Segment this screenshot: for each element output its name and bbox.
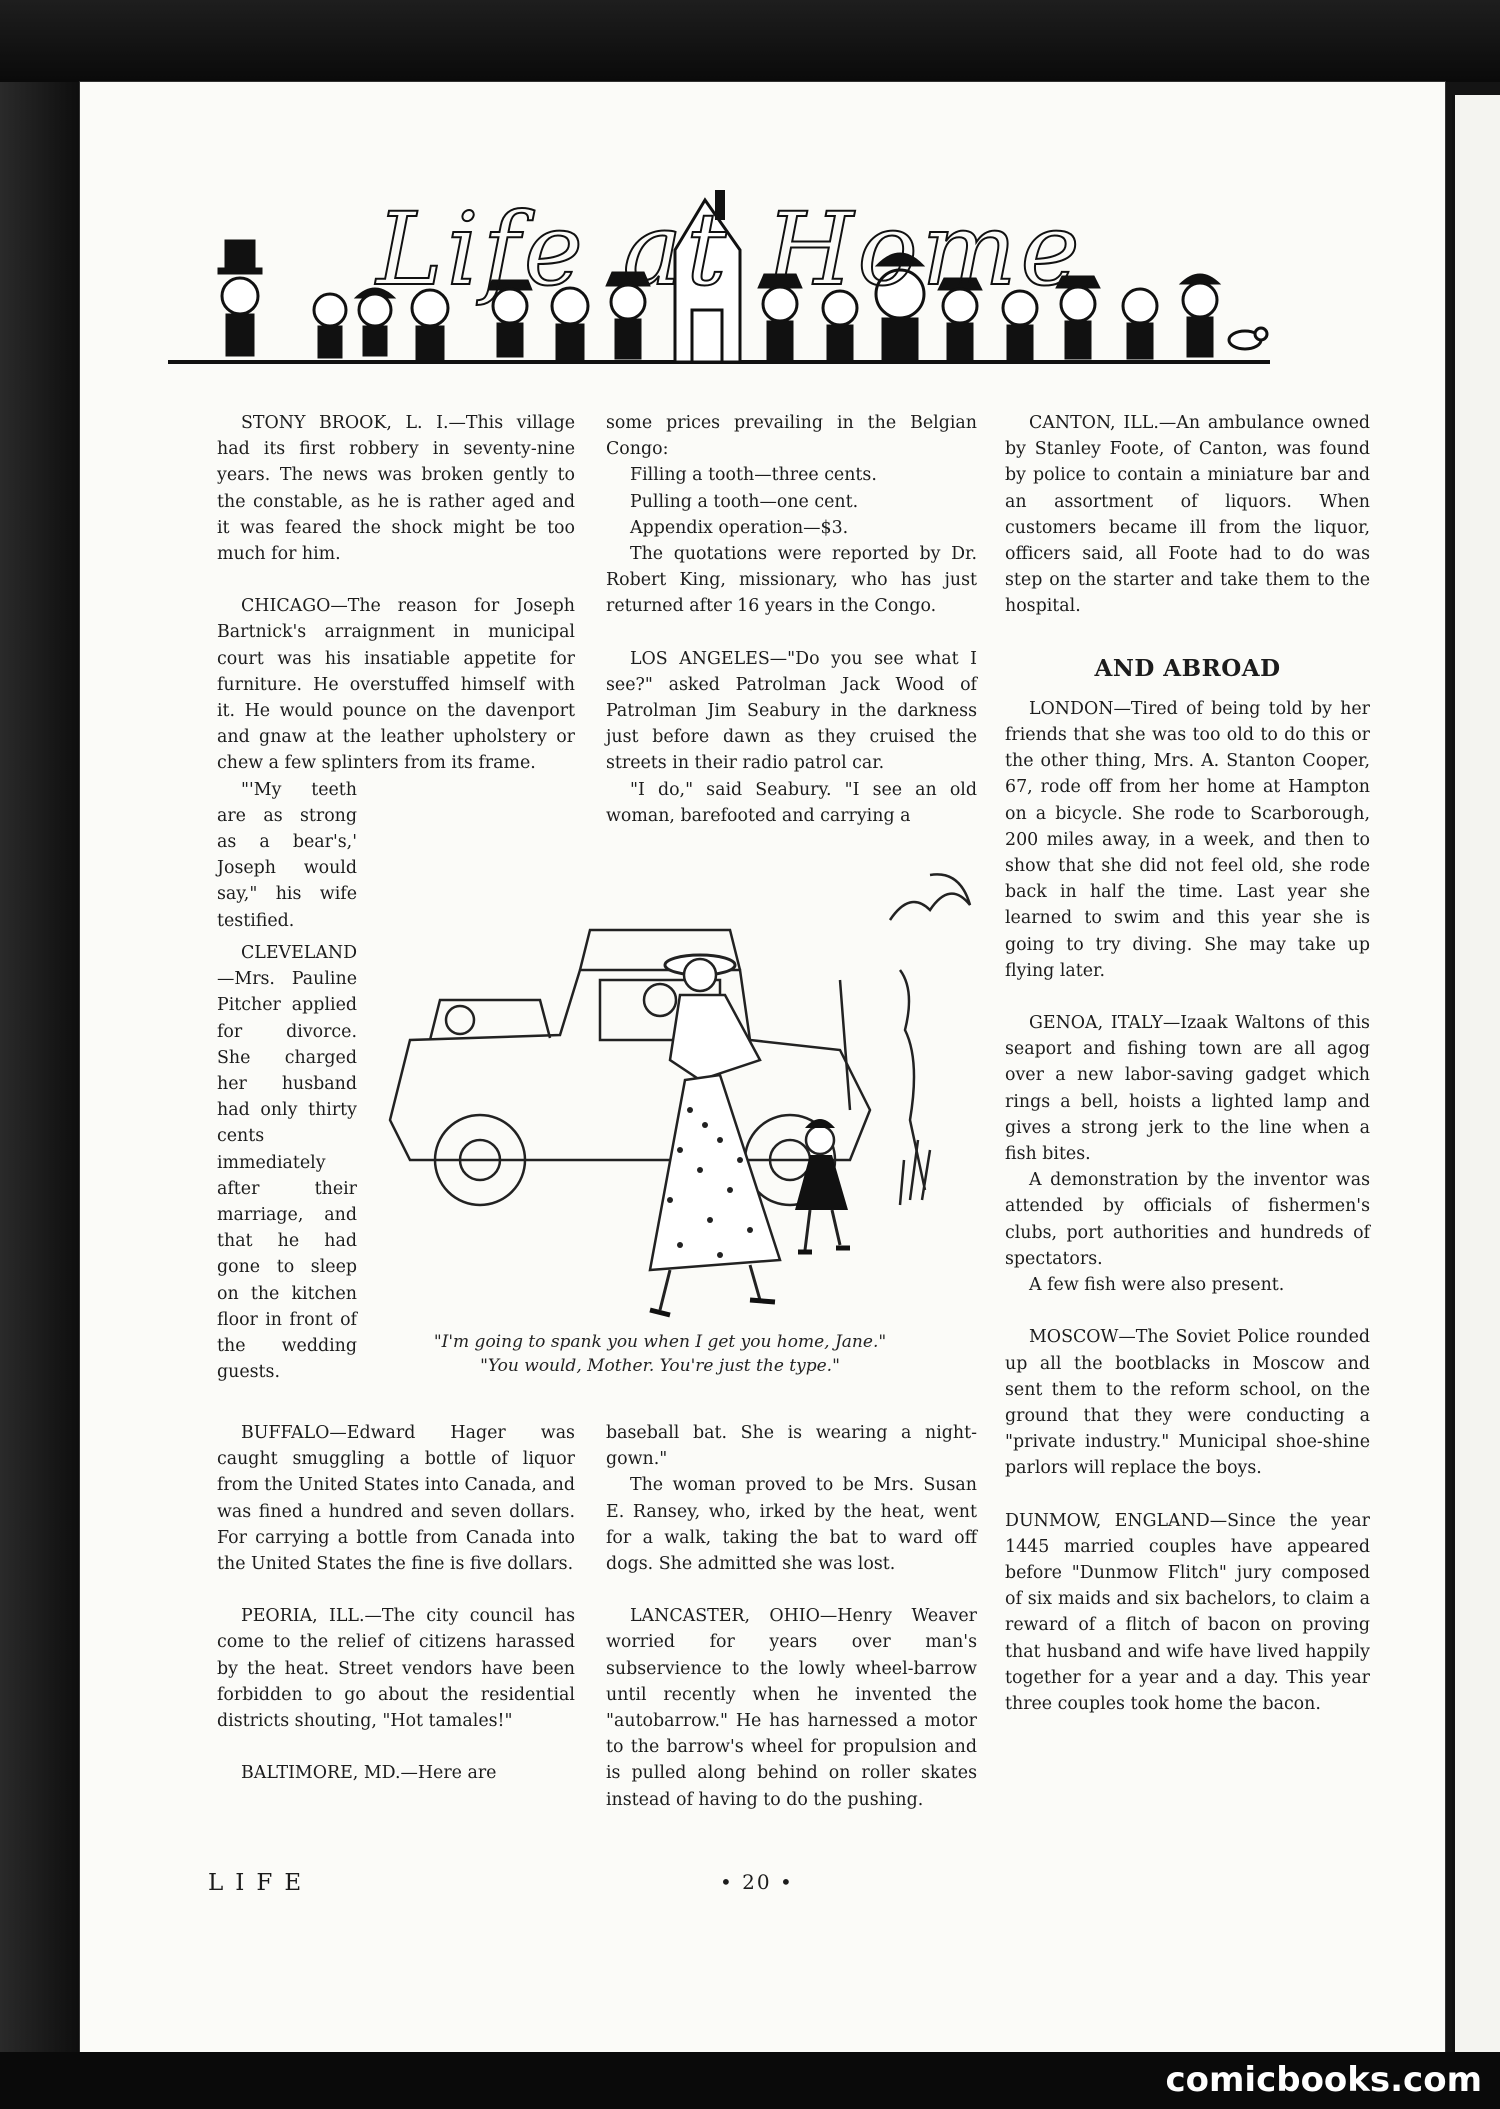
watermark: comicbooks.com — [1165, 2060, 1482, 2100]
item-chicago-quote: "'My teeth are as strong as a bear's,' Joseph would say," his wife testified. — [217, 779, 357, 931]
item-los-angeles-4: The woman proved to be Mrs. Susan E. Ransey, who, irked by the heat, went for a walk, taking the bat to ward off dogs. She admitted she was lost. — [606, 1475, 977, 1575]
item-congo-source: The quotations were reported by Dr. Robert King, missionary, who has just returned after 16 years in the Congo. — [606, 544, 977, 617]
column-middle-top — [606, 410, 977, 829]
item-baltimore: BALTIMORE, MD.—Here are — [241, 1763, 497, 1784]
item-congo-price-1: Filling a tooth—three cents. — [630, 465, 877, 486]
column-middle-bottom — [606, 1420, 977, 1813]
footer-page-number: • 20 • — [720, 1870, 794, 1894]
item-los-angeles: LOS ANGELES—"Do you see what I see?" asked Patrolman Jack Wood of Patrolman Jim Seabury in the darkness just before dawn as they cruised the streets in their radio patrol car. — [606, 648, 977, 774]
item-peoria: PEORIA, ILL.—The city council has come to the relief of citizens harassed by the heat. Street vendors have been forbidden to go about the residential districts shouting, "Hot tamales!" — [217, 1606, 575, 1732]
item-congo-price-3: Appendix operation—$3. — [630, 517, 849, 538]
item-los-angeles-3: baseball bat. She is wearing a night-gown." — [606, 1423, 977, 1470]
column-cleveland — [217, 940, 357, 1385]
masthead — [140, 190, 1290, 370]
item-genoa: GENOA, ITALY—Izaak Waltons of this seaport and fishing town are all agog over a new labor-saving gadget which rings a bell, hoists a lighted lamp and gives a strong jerk to the line when a fish bites. — [1005, 1013, 1370, 1165]
column-left-bottom — [217, 1420, 575, 1786]
column-left-top — [217, 410, 575, 934]
item-los-angeles-2: "I do," said Seabury. "I see an old woman, barefooted and carrying a — [606, 779, 977, 826]
item-cleveland: CLEVELAND—Mrs. Pauline Pitcher applied for divorce. She charged her husband had only thirty cents immediately after their marriage, and that he had gone to sleep on the kitchen floor in front of the wedding guests. — [217, 943, 358, 1383]
item-moscow: MOSCOW—The Soviet Police rounded up all the bootblacks in Moscow and sent them to the reform school, on the ground that they were conducting a "private industry." Municipal shoe-shine parlors will replace the boys. — [1005, 1327, 1370, 1479]
item-congo-price-2: Pulling a tooth—one cent. — [630, 491, 859, 512]
masthead-title: Life at Home — [376, 191, 1084, 308]
next-page-edge — [1452, 95, 1500, 2055]
item-buffalo: BUFFALO—Edward Hager was caught smuggling a bottle of liquor from the United States into Canada, and was fined a hundred and seven dollars. For carrying a bottle from Canada into the United States the fine is five dollars. — [217, 1423, 575, 1575]
caption-line-2: "You would, Mother. You're just the type." — [480, 1356, 840, 1376]
footer-magazine-name: LIFE — [208, 1870, 314, 1896]
cartoon-caption — [410, 1330, 910, 1378]
item-genoa-3: A few fish were also present. — [1029, 1275, 1285, 1296]
scan-shadow-top — [0, 0, 1500, 82]
item-chicago: CHICAGO—The reason for Joseph Bartnick's arraignment in municipal court was his insatiable appetite for furniture. He overstuffed himself with it. He would pounce on the davenport and gnaw at the leather upholstery or chew a few splinters from its frame. — [217, 596, 575, 774]
section-heading-abroad: AND ABROAD — [1094, 654, 1281, 682]
mother-figure — [650, 955, 780, 1315]
cartoon-drawing — [370, 860, 980, 1330]
item-stony-brook: STONY BROOK, L. I.—This village had its first robbery in seventy-nine years. The news was broken gently to the constable, as he is rather aged and it was feared the shock might be too much for him. — [217, 413, 575, 565]
cartoon-illustration — [370, 860, 980, 1330]
item-dunmow: DUNMOW, ENGLAND—Since the year 1445 married couples have appeared before "Dunmow Flitch" jury composed of six maids and six bachelors, to claim a reward of a flitch of bacon on proving that husband and wife have lived happily together for a year and a day. This year three couples took home the bacon. — [1005, 1510, 1370, 1714]
item-london: LONDON—Tired of being told by her friends that she was too old to do this or the other thing, Mrs. A. Stanton Cooper, 67, rode off from her home at Hampton on a bicycle. She rode to Scarborough, 200 miles away, in a week, and then to show that she did not feel old, she rode back in half the time. Last year she learned to swim and this year she is going to try diving. She may take up flying later. — [1005, 698, 1370, 981]
item-congo-intro: some prices prevailing in the Belgian Congo: — [606, 413, 977, 460]
column-right — [1005, 410, 1370, 1717]
scan-shadow-left — [0, 0, 80, 2109]
child-figure — [795, 1119, 850, 1252]
caption-line-1: "I'm going to spank you when I get you home, Jane." — [433, 1332, 887, 1352]
item-genoa-2: A demonstration by the inventor was attended by officials of fishermen's clubs, port authorities and hundreds of spectators. — [1005, 1170, 1370, 1269]
item-canton: CANTON, ILL.—An ambulance owned by Stanley Foote, of Canton, was found by police to contain a miniature bar and an assortment of liquors. When customers became ill from the liquor, officers said, all Foote had to do was step on the starter and take them to the hospital. — [1005, 413, 1370, 617]
item-lancaster: LANCASTER, OHIO—Henry Weaver worried for years over man's subservience to the lowly wheel-barrow until recently when he invented the "autobarrow." He has harnessed a motor to the barrow's wheel for propulsion and is pulled along behind on roller skates instead of having to do the pushing. — [606, 1606, 977, 1810]
